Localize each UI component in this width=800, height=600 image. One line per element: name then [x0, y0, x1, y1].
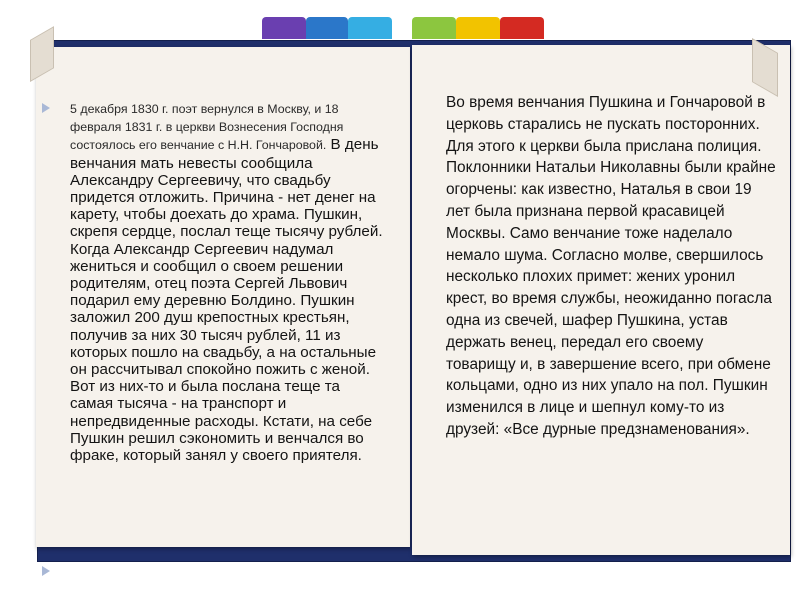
bookmark-tab-yellow — [456, 17, 500, 39]
bullet-arrow-icon — [42, 103, 50, 113]
left-page-intro: 5 декабря 1830 г. поэт вернулся в Москву, и 18 февраля 1831 г. в церкви Вознесения Господня состоялось его венчание с Н.Н. Гончаровой. — [70, 102, 344, 153]
left-page-text — [70, 100, 386, 464]
bookmark-tab-green — [412, 17, 456, 39]
bullet-arrow-icon — [42, 566, 50, 576]
right-page-text: Во время венчания Пушкина и Гончаровой в церковь старались не пускать посторонних. Для этого к церкви была прислана полиция. Поклонники Натальи Николавны были крайне огорчены: как известно, Наталья в свои 19 лет была признана первой красавицей Москвы. Само венчание тоже наделало немало шума. Согласно молве, свершилось несколько плохих примет: жених уронил крест, во время службы, неожиданно погасла одна из свечей, шафер Пушкина, устав держать венец, передал его своему товарищу и, в завершение всего, при обмене кольцами, одно из них упало на пол. Пушкин изменился в лице и шепнул кому-то из друзей: «Все дурные предзнаменования». — [446, 94, 776, 438]
bookmark-tab-purple — [262, 17, 306, 39]
left-page-body: В день венчания мать невесты сообщила Александру Сергеевичу, что свадьбу придется отложить. Причина - нет денег на карету, чтобы доехать до храма. Пушкин, скрепя сердце, послал теще тысячу рублей. Когда Александр Сергеевич надумал жениться и сообщил о своем решении родителям, отец поэта Сергей Львович подарил ему деревню Болдино. Пушкин заложил 200 душ крепостных крестьян, получив за них 30 тысяч рублей, 11 из которых пошло на свадьбу, а на остальные он рассчитывал спокойно пожить с женой. Вот из них-то и была послана теще та самая тысяча - на транспорт и непредвиденные расходы. Кстати, на себе Пушкин решил сэкономить и венчался во фраке, который занял у своего приятеля. — [70, 136, 383, 465]
bookmark-tab-red — [500, 17, 544, 39]
bookmark-tab-cyan — [348, 17, 392, 39]
bookmark-tab-blue — [306, 17, 348, 39]
